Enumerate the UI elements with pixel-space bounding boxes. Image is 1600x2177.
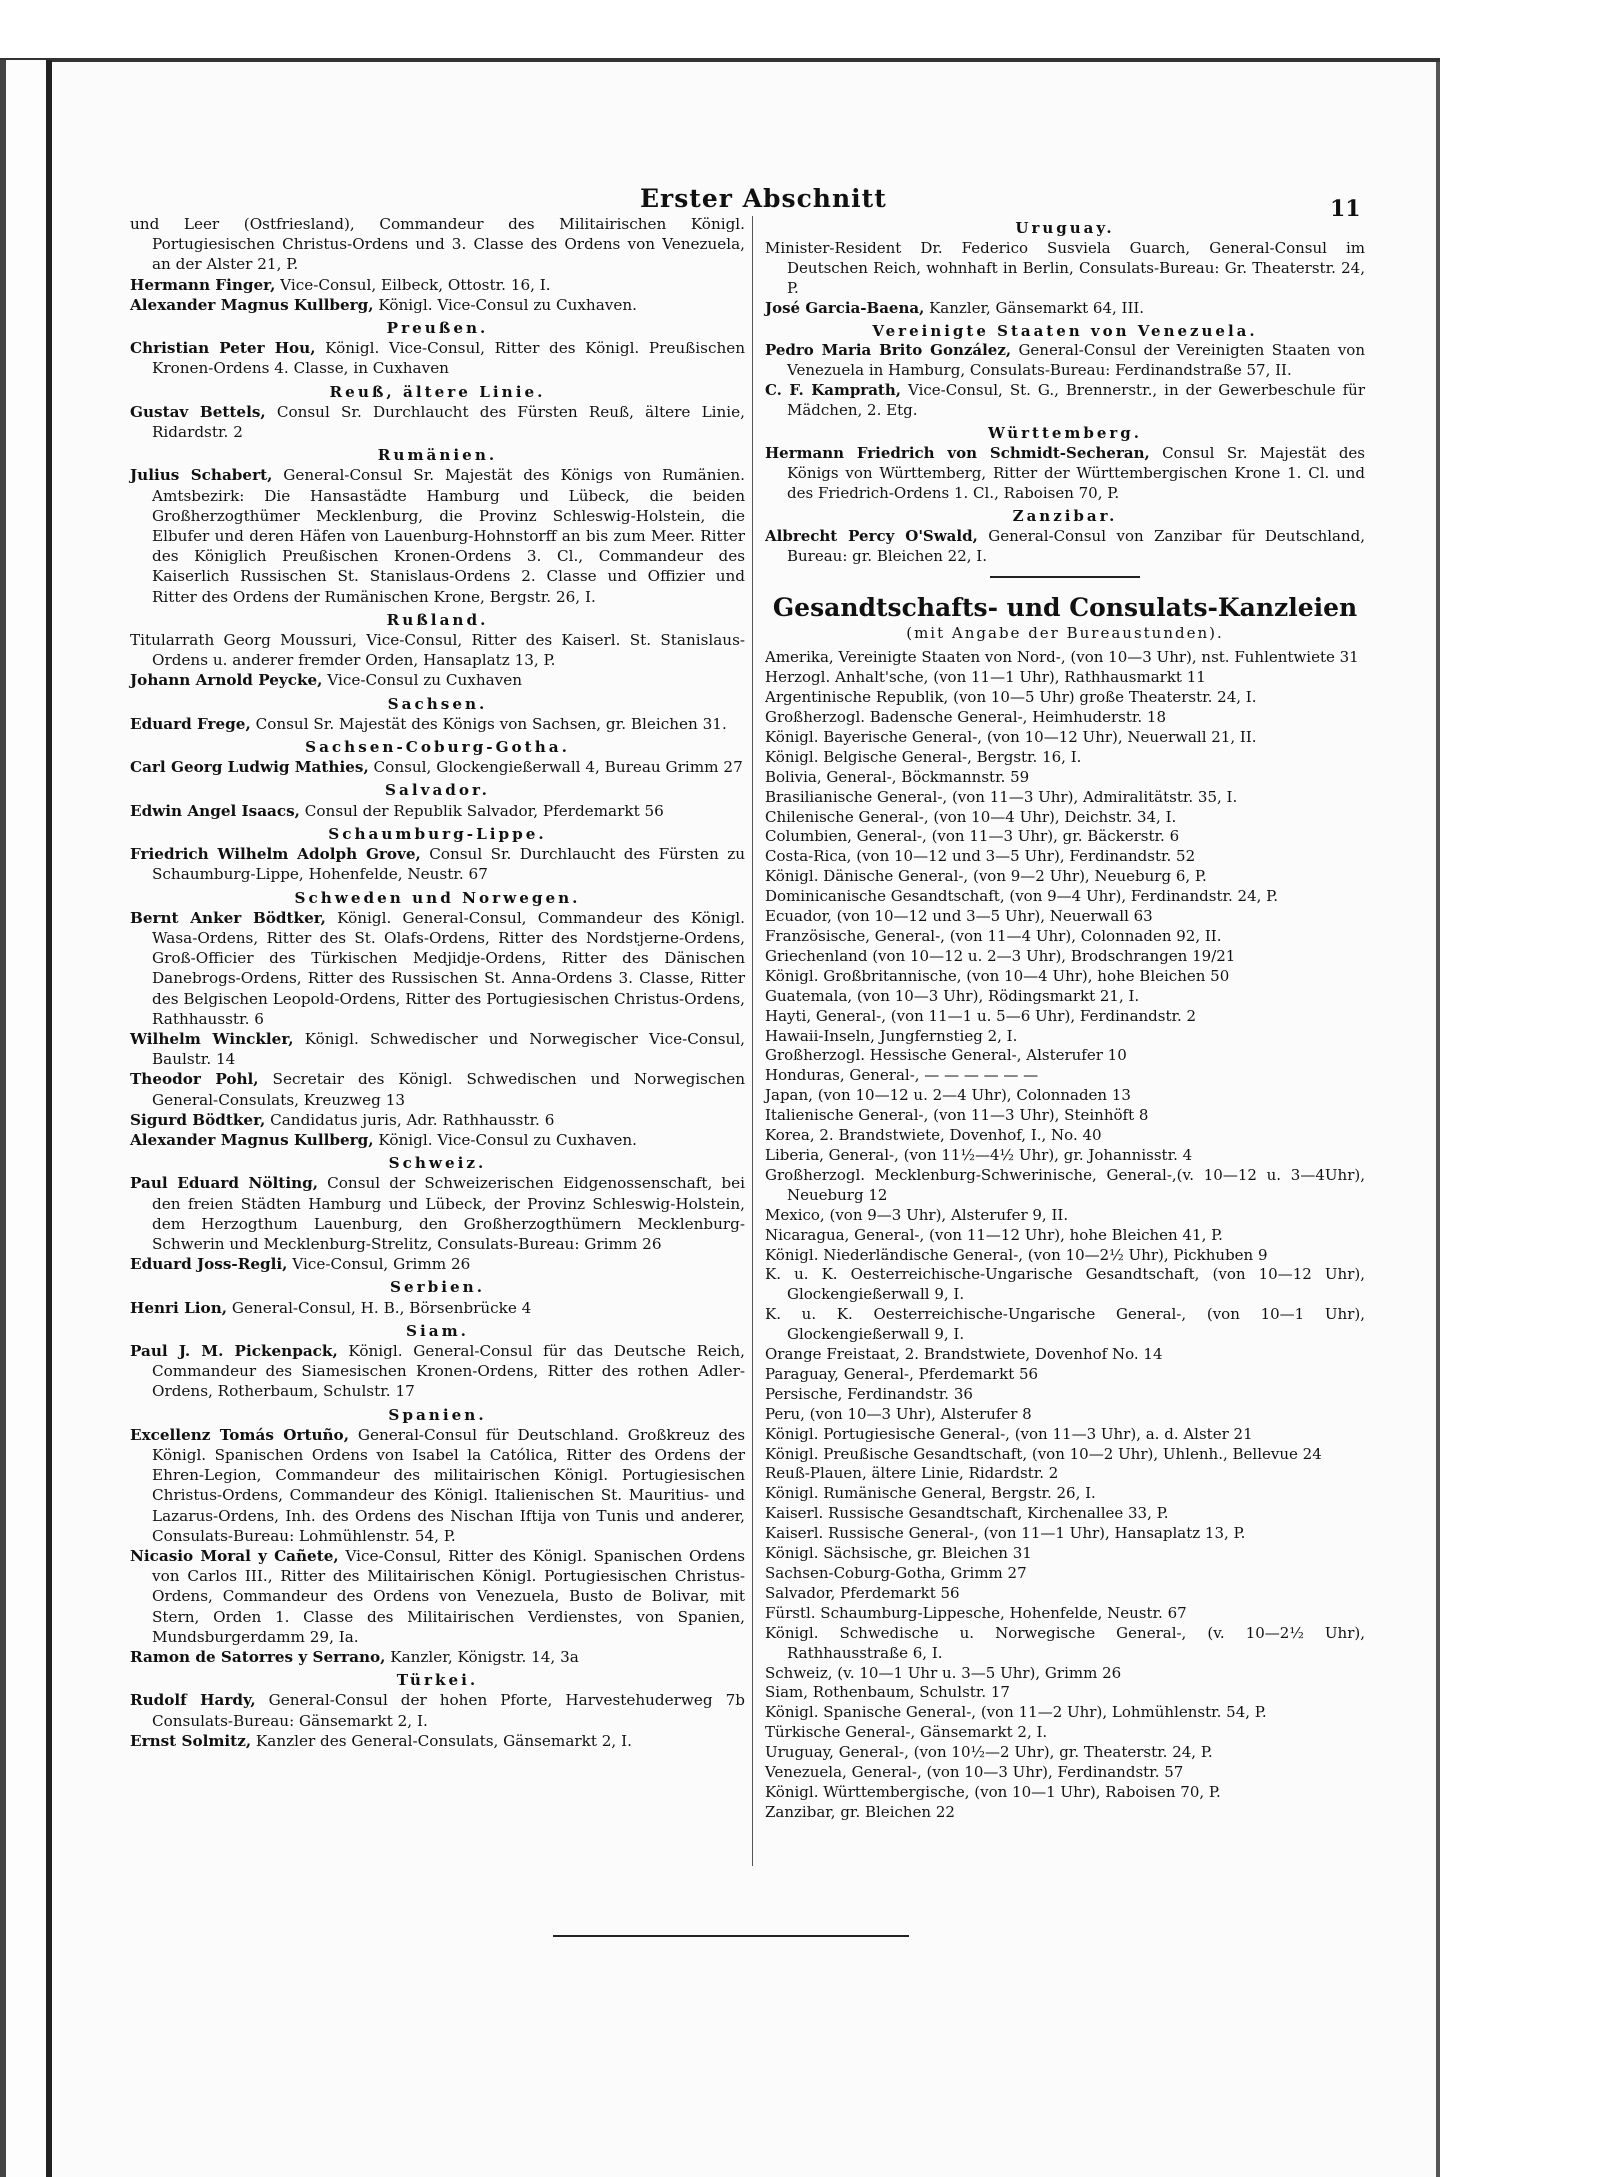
- directory-entry: [765, 1723, 1365, 1743]
- directory-entry: [765, 299, 1365, 319]
- entry-text: Vice-Consul, Eilbeck, Ottostr. 16, I.: [275, 275, 551, 294]
- directory-entry: [765, 1246, 1365, 1266]
- entry-text: Persische, Ferdinandstr. 36: [765, 1384, 973, 1403]
- entry-text: Königl. General-Consul, Commandeur des Königl. Wasa-Ordens, Ritter des St. Olafs-Ordens, Ritter des Nordstjerne-Ordens, Groß-Officier des Türkischen Medjidje-Ordens, Ritter des Dänischen Danebrogs-Ordens, Ritter des Russischen St. Anna-Ordens 3. Classe, Ritter des Belgischen Leopold-Ordens, Ritter des Portugiesischen Christus-Ordens, Rathhausstr. 6: [152, 908, 745, 1028]
- entry-text: Herzogl. Anhalt'sche, (von 11—1 Uhr), Rathhausmarkt 11: [765, 668, 1206, 687]
- section-heading: Siam.: [406, 1321, 469, 1340]
- directory-entry: [765, 1007, 1365, 1027]
- section-heading: Schweiz.: [388, 1154, 487, 1173]
- entry-text: Kaiserl. Russische Gesandtschaft, Kirchenallee 33, P.: [765, 1504, 1169, 1523]
- entry-text: Königl. Vice-Consul zu Cuxhaven.: [373, 295, 637, 314]
- entry-text: Ecuador, (von 10—12 und 3—5 Uhr), Neuerwall 63: [765, 907, 1153, 926]
- entry-text: General-Consul der hohen Pforte, Harvestehuderweg 7b Consulats-Bureau: Gänsemarkt 2, I.: [152, 1691, 745, 1730]
- entry-text: Königl. Vice-Consul zu Cuxhaven.: [373, 1130, 637, 1149]
- directory-entry: [765, 827, 1365, 847]
- entry-text: Königl. Sächsische, gr. Bleichen 31: [765, 1544, 1032, 1563]
- entry-text: Fürstl. Schaumburg-Lippesche, Hohenfelde, Neustr. 67: [765, 1603, 1187, 1622]
- directory-entry: [765, 728, 1365, 748]
- directory-entry: [130, 465, 745, 606]
- entry-text: General-Consul von Zanzibar für Deutschland, Bureau: gr. Bleichen 22, I.: [787, 526, 1366, 565]
- entry-name: Wilhelm Winckler,: [130, 1029, 294, 1048]
- directory-entry: [765, 1126, 1365, 1146]
- entry-text: Königl. Württembergische, (von 10—1 Uhr), Raboisen 70, P.: [765, 1782, 1221, 1801]
- section-heading: Schaumburg-Lippe.: [328, 824, 547, 843]
- section-heading: Uruguay.: [1015, 219, 1115, 237]
- section-heading: Zanzibar.: [1012, 506, 1118, 525]
- left-column: [130, 214, 745, 1751]
- section-heading: Türkei.: [396, 1671, 479, 1690]
- directory-entry: [130, 670, 745, 690]
- entry-text: Türkische General-, Gänsemarkt 2, I.: [765, 1723, 1048, 1742]
- directory-entry: [765, 1743, 1365, 1763]
- directory-entry: [765, 788, 1365, 808]
- entry-text: Japan, (von 10—12 u. 2—4 Uhr), Colonnaden 13: [765, 1086, 1131, 1105]
- entry-name: Eduard Frege,: [130, 714, 251, 733]
- section-heading: Schweden und Norwegen.: [294, 888, 581, 907]
- entry-text: Königl. Dänische General-, (von 9—2 Uhr), Neueburg 6, P.: [765, 867, 1207, 886]
- directory-entry: [130, 844, 745, 884]
- entry-text: Chilenische General-, (von 10—4 Uhr), Deichstr. 34, I.: [765, 807, 1177, 826]
- directory-entry: [765, 1524, 1365, 1544]
- directory-entry: [765, 1504, 1365, 1524]
- entry-text: Zanzibar, gr. Bleichen 22: [765, 1802, 955, 1821]
- directory-entry: [765, 1066, 1365, 1086]
- entry-name: Alexander Magnus Kullberg,: [130, 295, 374, 314]
- entry-text: Honduras, General-, — — — — — —: [765, 1066, 1039, 1085]
- entry-text: Consul Sr. Durchlaucht des Fürsten zu Schaumburg-Lippe, Hohenfelde, Neustr. 67: [152, 845, 745, 884]
- directory-entry: [130, 1110, 745, 1130]
- directory-entry: [765, 1166, 1365, 1206]
- section-rule: [990, 576, 1140, 578]
- entry-text: Nicaragua, General-, (von 11—12 Uhr), hohe Bleichen 41, P.: [765, 1225, 1223, 1244]
- entry-text: Vice-Consul, St. G., Brennerstr., in der Gewerbeschule für Mädchen, 2. Etg.: [787, 381, 1366, 420]
- entry-text: Königl. Rumänische General, Bergstr. 26, I.: [765, 1484, 1096, 1503]
- entry-name: José Garcia-Baena,: [765, 298, 925, 317]
- entry-name: C. F. Kamprath,: [765, 381, 901, 400]
- directory-entry: [130, 1029, 745, 1069]
- page-right-edge: [1436, 62, 1440, 2177]
- entry-text: Salvador, Pferdemarkt 56: [765, 1583, 960, 1602]
- entry-name: Gustav Bettels,: [130, 402, 266, 421]
- directory-entry: [765, 1803, 1365, 1823]
- entry-text: Consul Sr. Durchlaucht des Fürsten Reuß, ältere Linie, Ridardstr. 2: [152, 402, 745, 442]
- directory-entry: [765, 1265, 1365, 1305]
- entry-name: Theodor Pohl,: [130, 1070, 259, 1089]
- directory-entry: [130, 757, 745, 777]
- section-heading: Sachsen-Coburg-Gotha.: [305, 738, 570, 757]
- entry-text: Amerika, Vereinigte Staaten von Nord-, (von 10—3 Uhr), nst. Fuhlentwiete 31: [765, 648, 1359, 667]
- entry-name: Julius Schabert,: [130, 466, 273, 485]
- entry-name: Edwin Angel Isaacs,: [130, 801, 300, 820]
- entry-name: Sigurd Bödtker,: [130, 1110, 266, 1129]
- directory-entry: [765, 239, 1365, 299]
- directory-entry: [765, 1604, 1365, 1624]
- directory-entry: [765, 867, 1365, 887]
- entry-text: Guatemala, (von 10—3 Uhr), Rödingsmarkt 21, I.: [765, 986, 1140, 1005]
- entry-name: Eduard Joss-Regli,: [130, 1255, 288, 1274]
- section-title: Gesandtschafts- und Consulats-Kanzleien: [772, 593, 1358, 623]
- entry-text: Kanzler, Gänsemarkt 64, III.: [924, 298, 1145, 317]
- entry-text: Kanzler des General-Consulats, Gänsemarkt 2, I.: [251, 1731, 632, 1750]
- directory-entry: [765, 1783, 1365, 1803]
- directory-entry: [765, 381, 1365, 421]
- directory-entry: [130, 1647, 745, 1667]
- entry-text: Costa-Rica, (von 10—12 und 3—5 Uhr), Ferdinandstr. 52: [765, 847, 1196, 866]
- entry-text: Liberia, General-, (von 11½—4½ Uhr), gr. Johannisstr. 4: [765, 1145, 1193, 1164]
- directory-entry: [130, 1546, 745, 1647]
- directory-entry: [765, 887, 1365, 907]
- entry-text: Columbien, General-, (von 11—3 Uhr), gr. Bäckerstr. 6: [765, 827, 1180, 846]
- directory-entry: [130, 630, 745, 670]
- directory-entry: [765, 748, 1365, 768]
- section-heading: Württemberg.: [988, 424, 1142, 443]
- entry-name: Hermann Finger,: [130, 275, 276, 294]
- directory-entry: [765, 708, 1365, 728]
- entry-text: General-Consul Sr. Majestät des Königs von Rumänien. Amtsbezirk: Die Hansastädte Hamburg und Lübeck, die beiden Großherzogthümer Mecklenburg, die Provinz Schleswig-Holstein, die Elbufer und deren Häfen von Lauenburg-Hohnstorff an bis zum Meer. Ritter des Königlich Preußischen Kronen-Ordens 3. Cl., Commandeur des Kaiserlich Russischen St. Stanislaus-Ordens 2. Classe und Offizier und Ritter des Ordens der Rumänischen Krone, Bergstr. 26, I.: [152, 466, 745, 606]
- entry-text: Königl. Portugiesische General-, (von 11—3 Uhr), a. d. Alster 21: [765, 1424, 1253, 1443]
- entry-text: Königl. Niederländische General-, (von 10—2½ Uhr), Pickhuben 9: [765, 1245, 1268, 1264]
- section-heading: Sachsen.: [387, 694, 488, 713]
- directory-entry: [765, 1086, 1365, 1106]
- right-column: [765, 216, 1365, 1823]
- section-subtitle: (mit Angabe der Bureaustunden).: [906, 624, 1224, 643]
- directory-entry: [765, 1544, 1365, 1564]
- directory-entry: [130, 1130, 745, 1150]
- entry-text: Kanzler, Königstr. 14, 3a: [385, 1648, 579, 1667]
- entry-name: Nicasio Moral y Cañete,: [130, 1547, 339, 1565]
- directory-entry: [130, 1173, 745, 1254]
- directory-entry: [130, 1341, 745, 1402]
- entry-name: Paul Eduard Nölting,: [130, 1174, 319, 1193]
- entry-text: K. u. K. Oesterreichische-Ungarische Gesandtschaft, (von 10—12 Uhr), Glockengießerwall 9, I.: [765, 1265, 1365, 1304]
- directory-entry: [130, 1425, 745, 1546]
- directory-entry: [765, 1484, 1365, 1504]
- directory-entry: [130, 1069, 745, 1109]
- entry-text: Uruguay, General-, (von 10½—2 Uhr), gr. Theaterstr. 24, P.: [765, 1743, 1213, 1762]
- entry-text: Consul der Republik Salvador, Pferdemarkt 56: [299, 801, 664, 820]
- directory-entry: [130, 338, 745, 378]
- directory-entry: [765, 1046, 1365, 1066]
- entry-text: Bolivia, General-, Böckmannstr. 59: [765, 767, 1030, 786]
- entry-name: Excellenz Tomás Ortuño,: [130, 1425, 349, 1444]
- directory-entry: [765, 847, 1365, 867]
- entry-text: Mexico, (von 9—3 Uhr), Alsterufer 9, II.: [765, 1205, 1069, 1224]
- entry-name: Friedrich Wilhelm Adolph Grove,: [130, 845, 421, 864]
- entry-text: Titularrath Georg Moussuri, Vice-Consul, Ritter des Kaiserl. St. Stanislaus-Ordens u. anderer fremder Orden, Hansaplatz 13, P.: [130, 631, 745, 670]
- scan-left-shadow: [0, 60, 6, 2177]
- directory-entry: [765, 527, 1365, 567]
- entry-text: Siam, Rothenbaum, Schulstr. 17: [765, 1683, 1010, 1702]
- section-heading: Vereinigte Staaten von Venezuela.: [872, 321, 1258, 340]
- directory-entry: [765, 967, 1365, 987]
- entry-text: Kaiserl. Russische General-, (von 11—1 Uhr), Hansaplatz 13, P.: [765, 1524, 1246, 1543]
- directory-entry: [765, 1365, 1365, 1385]
- entry-name: Carl Georg Ludwig Mathies,: [130, 758, 369, 777]
- entry-name: Paul J. M. Pickenpack,: [130, 1341, 338, 1360]
- directory-entry: [130, 402, 745, 442]
- entry-text: Königl. Vice-Consul, Ritter des Königl. Preußischen Kronen-Ordens 4. Classe, in Cuxhaven: [152, 339, 746, 378]
- directory-entry: [765, 1445, 1365, 1465]
- entry-text: Königl. Schwedische u. Norwegische General-, (v. 10—2½ Uhr), Rathhausstraße 6, I.: [765, 1623, 1365, 1662]
- entry-name: Pedro Maria Brito González,: [765, 341, 1012, 360]
- directory-entry: [765, 1146, 1365, 1166]
- entry-text: Sachsen-Coburg-Gotha, Grimm 27: [765, 1564, 1027, 1582]
- directory-entry: [130, 295, 745, 315]
- directory-entry: [765, 927, 1365, 947]
- directory-entry: [765, 768, 1365, 788]
- entry-name: Alexander Magnus Kullberg,: [130, 1130, 374, 1149]
- entry-text: Französische, General-, (von 11—4 Uhr), Colonnaden 92, II.: [765, 927, 1222, 945]
- entry-text: Königl. Schwedischer und Norwegischer Vice-Consul, Baulstr. 14: [152, 1029, 746, 1069]
- entry-text: Venezuela, General-, (von 10—3 Uhr), Ferdinandstr. 57: [765, 1763, 1184, 1782]
- entry-text: Consul der Schweizerischen Eidgenossenschaft, bei den freien Städten Hamburg und Lübeck, der Provinz Schleswig-Holstein, dem Herzogthum Lauenburg, den Großherzogthümern Mecklenburg-Schwerin und Mecklenburg-Strelitz, Consulats-Bureau: Grimm 26: [152, 1174, 745, 1253]
- directory-entry: [130, 908, 745, 1029]
- entry-text: Königl. Preußische Gesandtschaft, (von 10—2 Uhr), Uhlenh., Bellevue 24: [765, 1444, 1322, 1463]
- entry-text: Vice-Consul, Grimm 26: [287, 1255, 471, 1274]
- section-heading: Preußen.: [386, 319, 489, 338]
- section-heading: Spanien.: [388, 1405, 487, 1424]
- directory-entry: [765, 1405, 1365, 1425]
- directory-entry: [130, 1731, 745, 1751]
- entry-text: Consul Sr. Majestät des Königs von Sachsen, gr. Bleichen 31.: [250, 714, 727, 733]
- section-heading: Reuß, ältere Linie.: [329, 382, 546, 401]
- directory-entry: [765, 907, 1365, 927]
- entry-text: Korea, 2. Brandstwiete, Dovenhof, I., No. 40: [765, 1126, 1102, 1145]
- section-heading: Salvador.: [385, 781, 490, 800]
- entry-name: Bernt Anker Bödtker,: [130, 908, 326, 927]
- entry-text: Vice-Consul, Ritter des Königl. Spanischen Ordens von Carlos III., Ritter des Militairischen Königl. Portugiesischen Christus-Ordens, Commandeur des Ordens von Venezuela, Busto de Bolivar, mit Stern, Orden 1. Classe des Militairischen Verdienstes, von Spanien, Mundsburgerdamm 29, Ia.: [152, 1547, 745, 1646]
- entry-text: Consul Sr. Majestät des Königs von Württemberg, Ritter der Württembergischen Krone 1. Cl. und des Friedrich-Ordens 1. Cl., Raboisen 70, P.: [787, 443, 1366, 502]
- directory-entry: [130, 275, 745, 295]
- page-number: 11: [1330, 196, 1361, 222]
- directory-entry: [765, 1584, 1365, 1604]
- directory-entry: [130, 801, 745, 821]
- entry-text: und Leer (Ostfriesland), Commandeur des Militairischen Königl. Portugiesischen Christus-Ordens und 3. Classe des Ordens von Venezuela, an der Alster 21, P.: [130, 215, 745, 274]
- entry-name: Albrecht Percy O'Swald,: [765, 526, 978, 545]
- entry-text: Großherzogl. Badensche General-, Heimhuderstr. 18: [765, 708, 1167, 727]
- directory-entry: [765, 1464, 1365, 1484]
- entry-name: Ernst Solmitz,: [130, 1731, 252, 1750]
- entry-text: General-Consul, H. B., Börsenbrücke 4: [227, 1298, 532, 1317]
- directory-entry: [765, 1763, 1365, 1783]
- directory-entry: [765, 444, 1365, 504]
- entry-text: K. u. K. Oesterreichische-Ungarische General-, (von 10—1 Uhr), Glockengießerwall 9, I.: [765, 1305, 1365, 1344]
- directory-entry: [765, 987, 1365, 1007]
- entry-text: Königl. Spanische General-, (von 11—2 Uhr), Lohmühlenstr. 54, P.: [765, 1703, 1267, 1722]
- directory-entry: [130, 1254, 745, 1274]
- directory-entry: [765, 1345, 1365, 1365]
- entry-text: Schweiz, (v. 10—1 Uhr u. 3—5 Uhr), Grimm 26: [765, 1663, 1122, 1682]
- entry-text: Großherzogl. Mecklenburg-Schwerinische, General-,(v. 10—12 u. 3—4Uhr), Neueburg 12: [765, 1165, 1365, 1204]
- entry-text: Secretair des Königl. Schwedischen und Norwegischen General-Consulats, Kreuzweg 13: [152, 1070, 745, 1109]
- section-heading: Serbien.: [389, 1278, 485, 1297]
- directory-entry: [130, 1690, 745, 1730]
- directory-entry: [765, 1664, 1365, 1684]
- entry-text: Argentinische Republik, (von 10—5 Uhr) große Theaterstr. 24, I.: [765, 688, 1257, 707]
- entry-text: Italienische General-, (von 11—3 Uhr), Steinhöft 8: [765, 1106, 1149, 1125]
- directory-entry: [765, 648, 1365, 668]
- entry-text: Orange Freistaat, 2. Brandstwiete, Dovenhof No. 14: [765, 1345, 1163, 1364]
- entry-text: Königl. General-Consul für das Deutsche Reich, Commandeur des Siamesischen Kronen-Ordens, Ritter des rothen Adler-Ordens, Rotherbaum, Schulstr. 17: [152, 1341, 745, 1401]
- directory-entry: [130, 214, 745, 275]
- directory-entry: [765, 1385, 1365, 1405]
- directory-entry: [765, 1703, 1365, 1723]
- entry-text: Königl. Großbritannische, (von 10—4 Uhr), hohe Bleichen 50: [765, 966, 1230, 985]
- entry-text: Hawaii-Inseln, Jungfernstieg 2, I.: [765, 1026, 1018, 1045]
- directory-entry: [765, 1226, 1365, 1246]
- entry-text: Vice-Consul zu Cuxhaven: [322, 671, 523, 690]
- directory-entry: [765, 808, 1365, 828]
- directory-entry: [765, 1206, 1365, 1226]
- section-heading: Rußland.: [386, 610, 489, 629]
- scan-left-margin: [0, 60, 52, 2177]
- directory-entry: [130, 714, 745, 734]
- entry-text: Königl. Belgische General-, Bergstr. 16, I.: [765, 747, 1082, 766]
- directory-entry: [765, 1027, 1365, 1047]
- directory-entry: [765, 1425, 1365, 1445]
- column-divider: [752, 216, 753, 1866]
- directory-entry: [765, 1305, 1365, 1345]
- entry-text: Candidatus juris, Adr. Rathhausstr. 6: [265, 1110, 555, 1129]
- directory-entry: [765, 1106, 1365, 1126]
- entry-text: Paraguay, General-, Pferdemarkt 56: [765, 1364, 1039, 1383]
- entry-text: Königl. Bayerische General-, (von 10—12 Uhr), Neuerwall 21, II.: [765, 727, 1257, 746]
- directory-entry: [765, 688, 1365, 708]
- entry-name: Henri Lion,: [130, 1298, 228, 1317]
- entry-text: Brasilianische General-, (von 11—3 Uhr), Admiralitätstr. 35, I.: [765, 787, 1238, 806]
- entry-text: Consul, Glockengießerwall 4, Bureau Grimm 27: [368, 758, 743, 777]
- entry-text: Minister-Resident Dr. Federico Susviela Guarch, General-Consul im Deutschen Reich, wohnhaft in Berlin, Consulats-Bureau: Gr. Theaterstr. 24, P.: [765, 238, 1365, 297]
- entry-text: Griechenland (von 10—12 u. 2—3 Uhr), Brodschrangen 19/21: [765, 946, 1236, 965]
- directory-entry: [765, 1683, 1365, 1703]
- bottom-rule: [553, 1935, 909, 1937]
- entry-name: Ramon de Satorres y Serrano,: [130, 1648, 386, 1667]
- directory-entry: [130, 1298, 745, 1318]
- entry-text: Peru, (von 10—3 Uhr), Alsterufer 8: [765, 1404, 1032, 1423]
- entry-name: Christian Peter Hou,: [130, 339, 316, 358]
- entry-text: General-Consul der Vereinigten Staaten von Venezuela in Hamburg, Consulats-Bureau: Ferdinandstraße 57, II.: [787, 341, 1365, 380]
- directory-entry: [765, 1624, 1365, 1664]
- section-heading: Rumänien.: [377, 446, 498, 465]
- entry-name: Hermann Friedrich von Schmidt-Secheran,: [765, 443, 1150, 462]
- entry-text: General-Consul für Deutschland. Großkreuz des Königl. Spanischen Ordens von Isabel la Católica, Ritter des Ordens der Ehren-Legion, Commandeur des militairischen Königl. Portugiesischen Christus-Ordens, Commandeur des Königl. Italienischen St. Mauritius- und Lazarus-Ordens, Inh. des Ordens des Nischan Iftija von Tunis und anderer, Consulats-Bureau: Lohmühlenstr. 54, P.: [152, 1425, 745, 1545]
- entry-name: Rudolf Hardy,: [130, 1691, 256, 1710]
- directory-entry: [765, 1564, 1365, 1584]
- entry-name: Johann Arnold Peycke,: [130, 671, 323, 690]
- directory-entry: [765, 947, 1365, 967]
- page-header: Erster Abschnitt: [640, 184, 887, 213]
- directory-entry: [765, 668, 1365, 688]
- entry-text: Reuß-Plauen, ältere Linie, Ridardstr. 2: [765, 1464, 1059, 1483]
- directory-entry: [765, 341, 1365, 381]
- entry-text: Hayti, General-, (von 11—1 u. 5—6 Uhr), Ferdinandstr. 2: [765, 1006, 1197, 1025]
- entry-text: Dominicanische Gesandtschaft, (von 9—4 Uhr), Ferdinandstr. 24, P.: [765, 887, 1278, 906]
- entry-text: Großherzogl. Hessische General-, Alsterufer 10: [765, 1046, 1127, 1065]
